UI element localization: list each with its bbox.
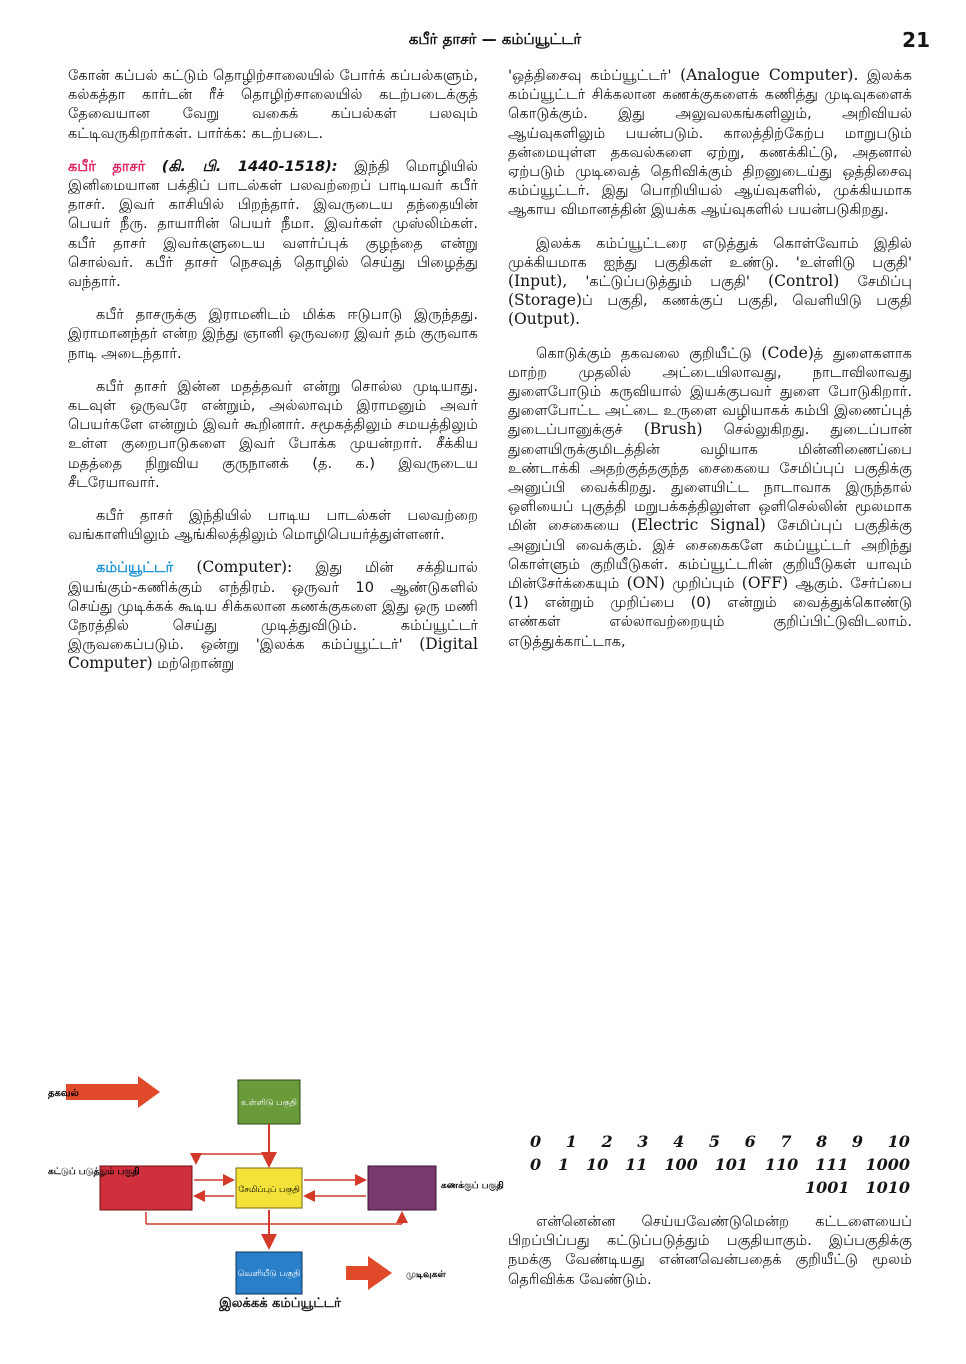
text: த் துளைகளாக மாற்ற முதலில் அட்டையிலாவது, நாடாவிலாவது துளைபோடும் கருவியால் இயக்குபவர் துளை போடுகிறார். துளைபோட்ட அட்டை உருளை வழியாகக் கம்பி இணைப்புத் துடைப்பானுக்குச் (508, 344, 912, 439)
number: 6 (744, 1132, 756, 1151)
number: 1010 (865, 1178, 910, 1197)
entry-heading: கம்ப்யூட்டர் (96, 559, 174, 577)
text: முறிப்பும் (664, 575, 742, 593)
number: 111 (815, 1155, 849, 1174)
english-term: (Brush) (643, 420, 703, 439)
binary-number-table (530, 1130, 910, 1199)
number: 1 (558, 1155, 570, 1174)
number: 110 (764, 1155, 799, 1174)
english-term: (Input), (508, 272, 568, 291)
text: இலக்க கம்ப்யூட்டர் சிக்கலான கணக்குகளைக் கணித்து முடிவுகளைக் கொடுக்கும். இது அலுவலகங்களிலும், அறிவியல் ஆய்வுகளிலும் பயன்படும். காலத்திற்கேற்ப மாறுபடும் தன்மையுள்ள தகவல்களை ஏற்று, கணக்கிட்டு, அதனால் ஏற்படும் முடிவைத் தெரிவிக்கும் திறனுடைய்து ஒத்திசைவு கம்ப்யூட்டர். இது பொறியியல் ஆய்வுகளில், முக்கியமாக ஆகாய விமானத்தின் இயக்க ஆய்வுகளில் பயன்படுகிறது. (508, 67, 913, 219)
page-header (60, 30, 930, 56)
number: 100 (664, 1155, 698, 1174)
computer-block-diagram (46, 1070, 504, 1330)
number: 1000 (865, 1155, 910, 1174)
english-term: (Control) (768, 272, 840, 291)
paragraph: கபீர் தாசர் இந்தியில் பாடிய பாடல்கள் பலவற்றை வங்காளியிலும் ஆங்கிலத்திலும் மொழிபெயர்த்துள்ளனர். (68, 507, 478, 544)
page-number: 21 (902, 28, 930, 52)
entry-heading: கபீர் தாசர் (68, 157, 146, 175)
text: 'ஒத்திசைவு கம்ப்யூட்டர்' (508, 67, 681, 84)
text: இலக்க கம்ப்யூட்டரை எடுத்துக் கொள்வோம் இதில் முக்கியமாக ஐந்து பகுதிகள் உண்டு. 'உள்ளிடு பகுதி' (508, 234, 912, 271)
storage-box-label: சேமிப்புப் பகுதி (238, 1185, 300, 1195)
number: 1001 (804, 1178, 850, 1197)
left-column (68, 66, 478, 688)
binary-row (530, 1153, 910, 1176)
input-label: தகவல் (48, 1088, 79, 1099)
number: 0 (530, 1155, 542, 1174)
english-term: (Computer): (173, 558, 316, 577)
result-label: முடிவுகள் (406, 1270, 446, 1280)
english-term: (Electric Signal) (630, 516, 766, 535)
number: 8 (816, 1132, 828, 1151)
paragraph: மற்றொன்று (152, 655, 235, 673)
number: 101 (714, 1155, 748, 1174)
input-arrow (66, 1076, 160, 1108)
control-label: கட்டுப் படுத்தும் பகுதி (48, 1167, 140, 1177)
text: ப் பகுதி, கணக்குப் பகுதி, வெளியிடு பகுதி (582, 292, 912, 310)
number: 10 (586, 1155, 609, 1174)
paragraph: கபீர் தாசர் இன்ன மதத்தவர் என்று சொல்ல முடியாது. கடவுள் ஒருவரே என்றும், அல்லாவும் இராமனும் அவர் பெயர்களே என்றும் இவர் கூறினார். சமூகத்திலும் சமயத்திலும் உள்ள குறைபாடுகளை இவர் போக்க முயன்றார். சீக்கிய மதத்தை நிறுவிய குருநானக் (த. க.) இவருடைய சீடரேயாவார். (68, 377, 478, 491)
number: 4 (673, 1132, 685, 1151)
decimal-row (530, 1130, 910, 1153)
calc-label: கணக்குப் பகுதி (441, 1181, 504, 1191)
number: 5 (708, 1132, 720, 1151)
number: 9 (851, 1132, 864, 1151)
calc-box (368, 1166, 436, 1210)
running-title: கபீர் தாசர் — கம்ப்யூட்டர் (408, 30, 582, 48)
text: ஆகும். சேர்ப்பை (1) என்றும் முறிப்பை (0) என்றும் வைத்துக்கொண்டு எண்கள் எல்லாவற்றையும் குறிப்பிட்டுவிடலாம். எடுத்துக்காட்டாக, (508, 575, 912, 650)
paragraph (508, 344, 912, 651)
english-term: (Output). (508, 310, 581, 329)
paragraph: இது மின் சக்தியால் இயங்கும்-கணிக்கும் எந்திரம். ஒருவர் 10 ஆண்டுகளில் செய்து முடிக்கக் கூடிய சிக்கலான கணக்குகளை இது ஒரு மணி நேரத்தில் செய்து முடித்துவிடும். கம்ப்யூட்டர் இருவகைப்படும். ஒன்று 'இலக்க கம்ப்யூட்டர்' (68, 559, 478, 654)
text: செல்லுகிறது. துடைப்பான் துளையிருக்குமிடத்தின் வழியாக மின்னிணைப்பை உண்டாக்கி அதற்குத்தகுந்த சைகையை சேமிப்புப் பகுதிக்கு அனுப்பி வைக்கிறது. துளையிட்ட நாடாவாக இருந்தால் ஒளியைப் புகுத்தி மறுபக்கத்திலுள்ள ஒளிசெல்லின் மூலமாக மின் சைகையை (508, 421, 912, 535)
english-term: (Digital Computer) (68, 635, 478, 673)
english-term: (ON) (626, 574, 665, 593)
diagram-caption: இலக்கக் கம்ப்யூட்டர் (219, 1296, 341, 1311)
text: கொடுக்கும் தகவலை குறியீட்டு (536, 344, 762, 362)
number: 11 (625, 1155, 648, 1174)
number: 2 (601, 1132, 613, 1151)
english-term: (Analogue Computer). (680, 66, 859, 84)
text: சேமிப்புப் பகுதிக்கு அனுப்பி வைக்கும். இச் சைகைகளே கம்ப்யூட்டர் அறிந்து கொள்ளும் குறியீடுகள். கம்ப்யூட்டரின் குறியீடுகள் யாவும் மின்சேர்க்கையும் (508, 517, 912, 593)
english-term: (Storage) (508, 291, 583, 310)
input-box-label: உள்ளிடு பகுதி (241, 1098, 297, 1108)
text: சேமிப்பு (839, 273, 912, 291)
number: 10 (887, 1132, 910, 1151)
number: 1 (565, 1132, 577, 1151)
number: 3 (637, 1132, 649, 1151)
entry-dates: (கி. பி. 1440-1518): (145, 157, 355, 175)
paragraph: என்னென்ன செய்யவேண்டுமென்ற கட்டளையைப் பிறப்பிப்பது கட்டுப்படுத்தும் பகுதியாகும். இப்பகுதிக்கு நமக்கு வேண்டியது என்னவென்பதைக் குறியீட்டு மூலம் தெரிவிக்க வேண்டும். (508, 1213, 912, 1288)
english-term: (OFF) (741, 574, 789, 593)
right-column (508, 66, 912, 665)
result-arrow (346, 1256, 392, 1290)
output-box-label: வெளியீடு பகுதி (237, 1269, 301, 1279)
english-term: (Code) (761, 343, 814, 362)
entry-computer (68, 558, 478, 673)
paragraph: கபீர் தாசருக்கு இராமனிடம் மிக்க ஈடுபாடு இருந்தது. இராமானந்தர் என்ற இந்து ஞானி ஒருவரை இவர் தம் குருவாக நாடி அடைந்தார். (68, 306, 478, 362)
binary-row (530, 1176, 910, 1199)
right-column-continued (508, 1212, 912, 1303)
paragraph: கோன் கப்பல் கட்டும் தொழிற்சாலையில் போர்க் கப்பல்களும், கல்கத்தா கார்டன் ரீச் தொழிற்சாலையில் கடற்படைக்குத் தேவையான வேறு வகைக் கப்பல்கள் பலவும் கட்டிவருகிறார்கள். பார்க்க: கடற்படை. (68, 67, 478, 142)
paragraph (508, 66, 912, 220)
paragraph (508, 234, 912, 330)
entry-kabir (68, 157, 478, 291)
number: 7 (780, 1132, 792, 1151)
number: 0 (530, 1132, 542, 1151)
text: 'கட்டுப்படுத்தும் பகுதி' (567, 273, 769, 291)
paragraph: இந்தி மொழியில் இனிமையான பக்திப் பாடல்கள் பலவற்றைப் பாடியவர் கபீர் தாசர். இவர் காசியில் பிறந்தார். இவருடைய தந்தையின் பெயர் நீரு. தாயாரின் பெயர் நீமா. இவர்கள் முஸ்லிம்கள். கபீர் தாசர் இவர்களுடைய வளர்ப்புக் குழந்தை என்று சொல்வர். கபீர் தாசர் நெசவுத் தொழில் செய்து பிழைத்து வந்தார். (68, 157, 478, 291)
